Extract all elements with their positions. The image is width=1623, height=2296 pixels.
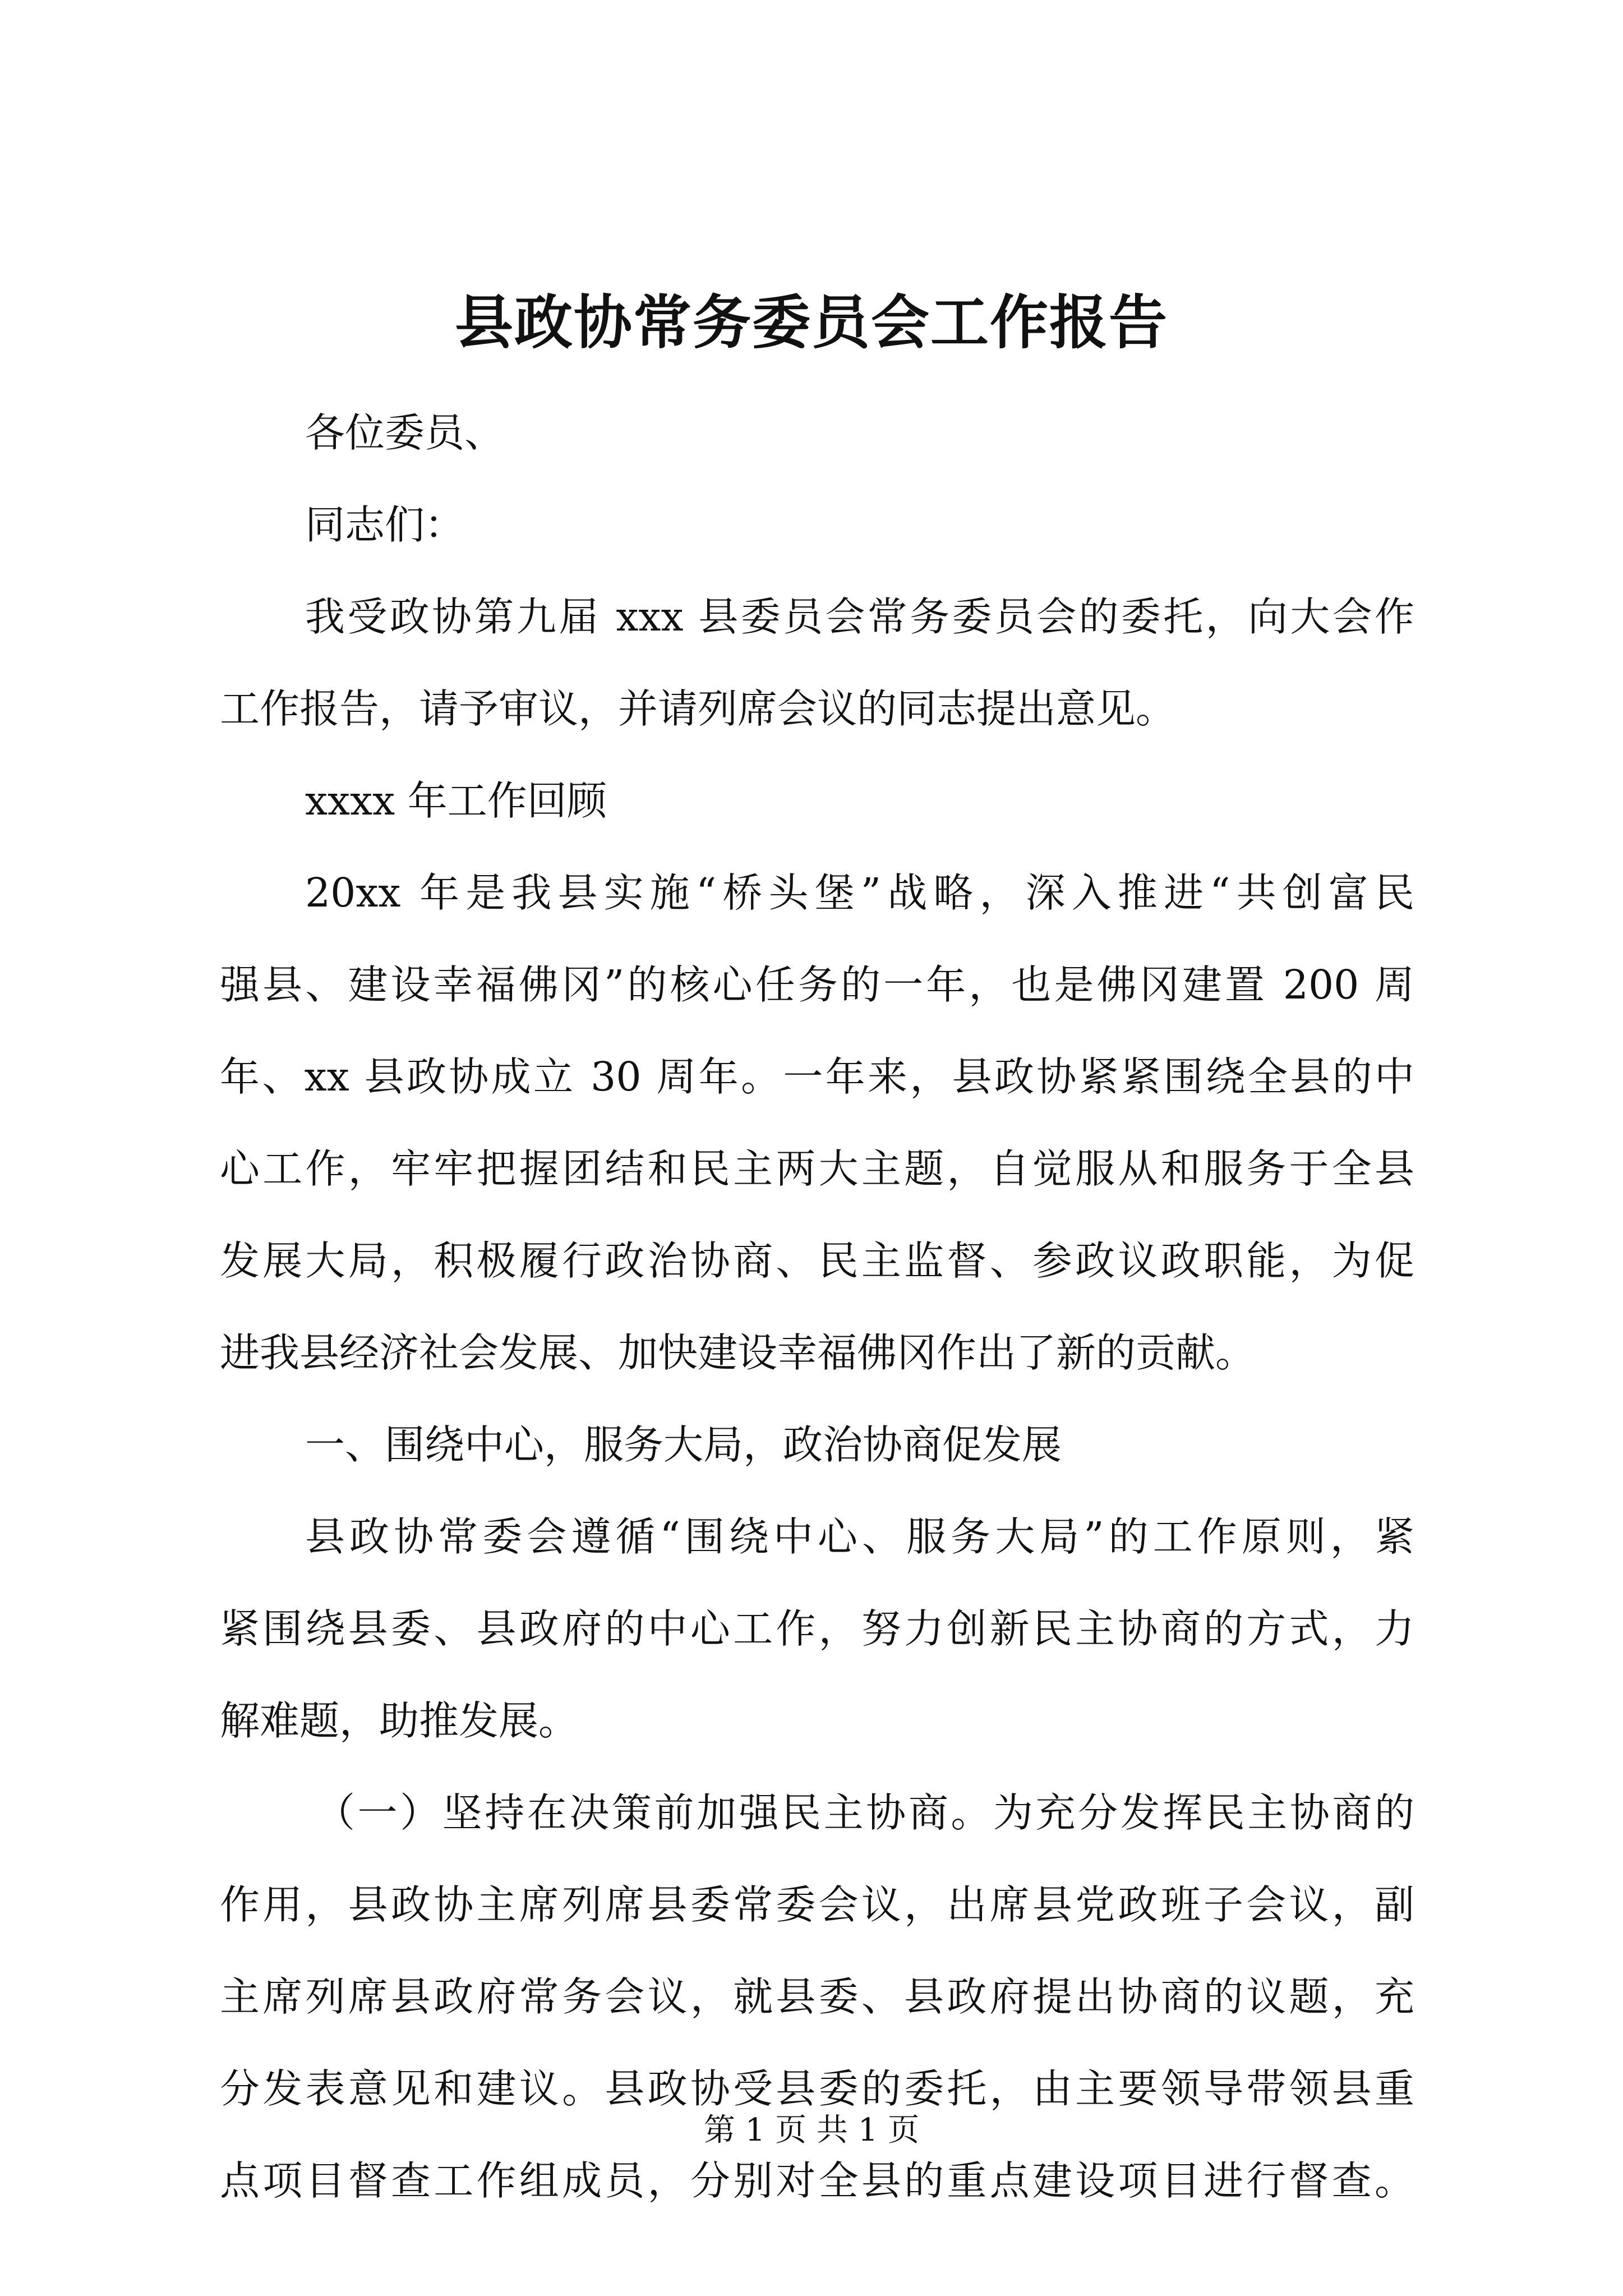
paragraph-line: 作用，县政协主席列席县委常委会议，出席县党政班子会议，副 [220,1881,1414,1928]
paragraph-line: 年、xx 县政协成立 30 周年。一年来，县政协紧紧围绕全县的中 [220,1053,1414,1100]
document-title: 县政协常务委员会工作报告 [454,288,1168,357]
paragraph-line: 发展大局，积极履行政治协商、民主监督、参政议政职能，为促 [220,1237,1414,1284]
paragraph-line: 主席列席县政府常务会议，就县委、县政府提出协商的议题，充 [220,1973,1414,2020]
paragraph-line: 强县、建设幸福佛冈”的核心任务的一年，也是佛冈建置 200 周 [220,961,1414,1008]
section-heading: 一、围绕中心，服务大局，政治协商促发展 [305,1421,1062,1468]
paragraph-line: 解难题，助推发展。 [220,1697,579,1744]
section-heading: xxxx 年工作回顾 [305,777,607,824]
paragraph-line: （一）坚持在决策前加强民主协商。为充分发挥民主协商的 [315,1789,1414,1836]
paragraph-line: 工作报告，请予审议，并请列席会议的同志提出意见。 [220,685,1176,732]
paragraph-line: 分发表意见和建议。县政协受县委的委托，由主要领导带领县重 [220,2065,1414,2112]
page-footer: 第 1 页 共 1 页 [703,2112,920,2148]
document-body [220,387,1414,2227]
paragraph-line: 县政协常委会遵循“围绕中心、服务大局”的工作原则，紧 [305,1513,1414,1560]
salutation-line: 各位委员、 [305,409,505,456]
salutation-line: 同志们： [305,501,465,548]
paragraph-line: 20xx 年是我县实施“桥头堡”战略，深入推进“共创富民 [305,869,1414,916]
paragraph-line: 紧围绕县委、县政府的中心工作，努力创新民主协商的方式，力 [220,1605,1414,1652]
paragraph-line: 进我县经济社会发展、加快建设幸福佛冈作出了新的贡献。 [220,1329,1256,1376]
paragraph-line: 心工作，牢牢把握团结和民主两大主题，自觉服从和服务于全县 [220,1145,1414,1192]
paragraph-line: 点项目督查工作组成员，分别对全县的重点建设项目进行督查。 [220,2157,1414,2204]
paragraph-line: 我受政协第九届 xxx 县委员会常务委员会的委托，向大会作 [305,593,1414,640]
